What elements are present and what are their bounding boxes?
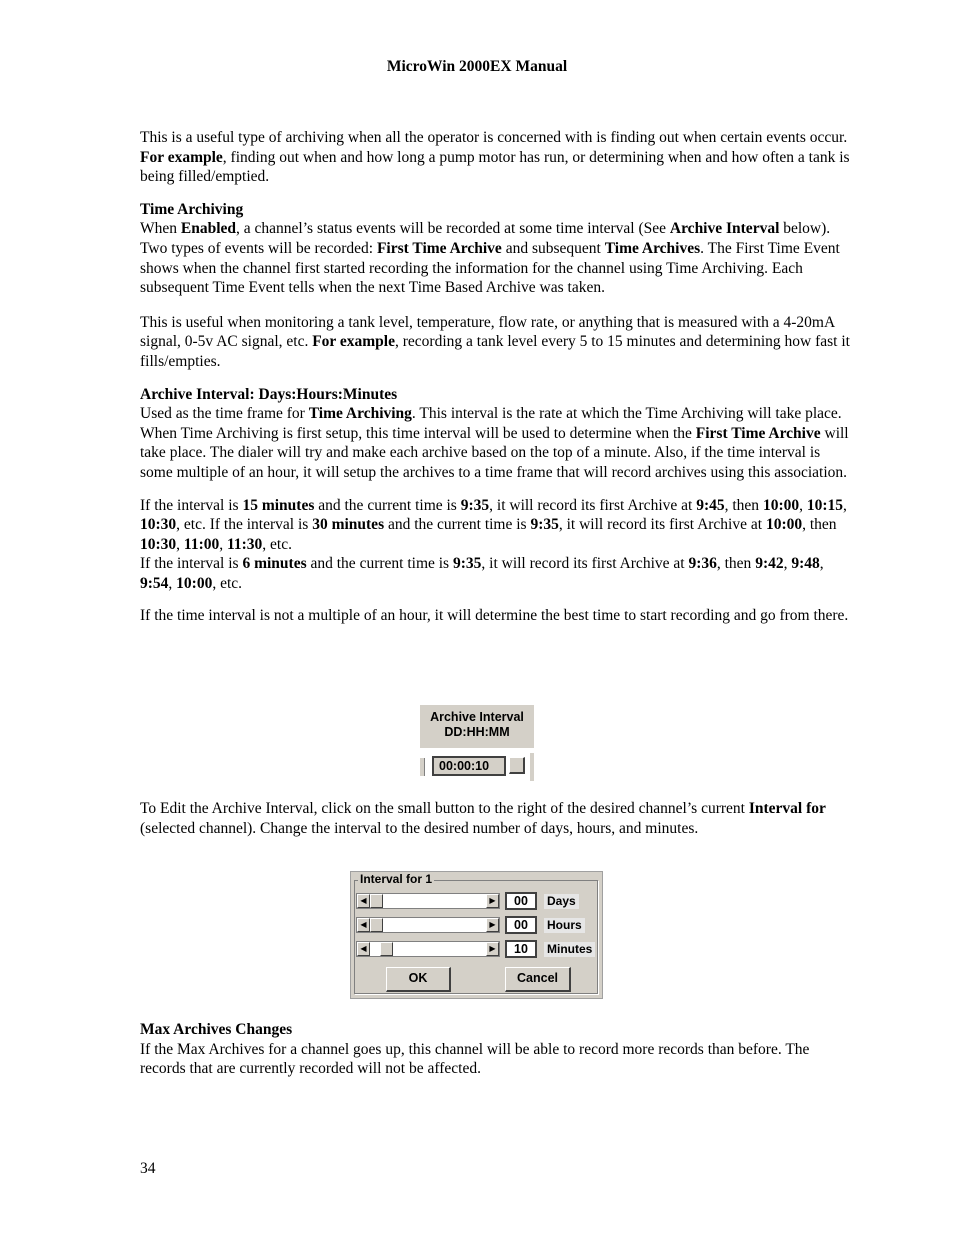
max-archives-heading: Max Archives Changes	[140, 1021, 293, 1038]
scroll-left-icon[interactable]: ◀	[357, 894, 370, 908]
archive-interval-note: If the time interval is not a multiple of an hour, it will determine the best time to start recording and go from there.	[140, 607, 849, 625]
time-archiving-heading: Time Archiving	[140, 200, 244, 218]
archive-interval-format: DD:HH:MM	[444, 725, 510, 739]
page-number: 34	[140, 1160, 156, 1177]
days-scrollbar[interactable]	[356, 893, 500, 909]
archive-interval-column-header	[420, 705, 534, 748]
scroll-right-icon[interactable]: ▶	[486, 918, 499, 932]
archive-interval-examples: If the interval is 15 minutes and the current time is 9:35, it will record its first Archive at 9:45, then 10:00, 10:15, 10:30, etc. If the interval is 30 minutes and the current time is 9:35, it will record its first Archive at 10:00, then 10:30, 11:00, 11:30, etc. If the interval is 6 minutes and the current time is 9:35, it will record its first Archive at 9:36, then 9:42, 9:48, 9:54, 10:00, etc.	[140, 496, 847, 592]
hours-label: Hours	[544, 918, 585, 933]
scroll-thumb[interactable]	[380, 942, 393, 956]
scroll-thumb[interactable]	[370, 894, 383, 908]
scroll-right-icon[interactable]: ▶	[486, 942, 499, 956]
days-label: Days	[544, 894, 579, 909]
scroll-thumb[interactable]	[370, 918, 383, 932]
days-value[interactable]: 00	[505, 892, 537, 910]
manual-content	[140, 128, 850, 626]
minutes-label: Minutes	[544, 942, 595, 957]
intro-paragraph: This is a useful type of archiving when all the operator is concerned with is finding out when certain events occur. For example, finding out when and how long a pump motor has run, or determining when and how often a tank is being filled/emptied.	[140, 129, 850, 186]
cancel-button[interactable]: Cancel	[505, 967, 571, 992]
interval-dialog	[350, 871, 603, 999]
archive-interval-body: Used as the time frame for Time Archiving. This interval is the rate at which the Time Archiving will take place. When Time Archiving is first setup, this time interval will be used to determine when the First Time Archive will take place. The dialer will try and make each archive based on the top of a minute. Also, if the time interval is some multiple of an hour, it will setup the archives to a time frame that will record archives using this association.	[140, 405, 849, 481]
scroll-left-icon[interactable]: ◀	[357, 942, 370, 956]
page-header: MicroWin 2000EX Manual	[386, 58, 568, 75]
archive-interval-value: 00:00:10	[432, 756, 506, 776]
interval-dialog-title: Interval for 1	[360, 872, 433, 886]
ok-button[interactable]: OK	[386, 967, 451, 992]
max-archives-section	[140, 1020, 850, 1079]
minutes-scrollbar[interactable]	[356, 941, 500, 957]
cell-border	[420, 758, 425, 776]
archive-interval-widget	[420, 705, 534, 781]
time-archiving-body: When Enabled, a channel’s status events will be recorded at some time interval (See Archive Interval below). Two types of events will be recorded: First Time Archive and subsequent Time Archives. The First Time Event shows when the channel first started recording the information for the channel using Time Archiving. Each subsequent Time Event tells when the next Time Based Archive was taken.	[140, 220, 840, 297]
time-archiving-usage: This is useful when monitoring a tank level, temperature, flow rate, or anything that is measured with a 4-20mA signal, 0-5v AC signal, etc. For example, recording a tank level every 5 to 15 minutes and determining how fast it fills/empties.	[140, 313, 850, 370]
scroll-left-icon[interactable]: ◀	[357, 918, 370, 932]
edit-interval-button[interactable]	[509, 757, 525, 774]
scroll-right-icon[interactable]: ▶	[486, 894, 499, 908]
archive-interval-heading: Archive Interval: Days:Hours:Minutes	[140, 385, 398, 403]
cell-border	[530, 753, 534, 781]
archive-interval-row	[420, 753, 534, 781]
archive-interval-label: Archive Interval	[430, 710, 524, 724]
edit-instructions-block	[140, 799, 850, 838]
edit-instructions: To Edit the Archive Interval, click on the small button to the right of the desired channel’s current Interval for (selected channel). Change the interval to the desired number of days, hours, and minutes.	[140, 800, 826, 837]
hours-value[interactable]: 00	[505, 916, 537, 934]
max-archives-body: If the Max Archives for a channel goes up, this channel will be able to record more records than before. The records that are currently recorded will not be affected.	[140, 1040, 810, 1078]
hours-scrollbar[interactable]	[356, 917, 500, 933]
minutes-value[interactable]: 10	[505, 940, 537, 958]
